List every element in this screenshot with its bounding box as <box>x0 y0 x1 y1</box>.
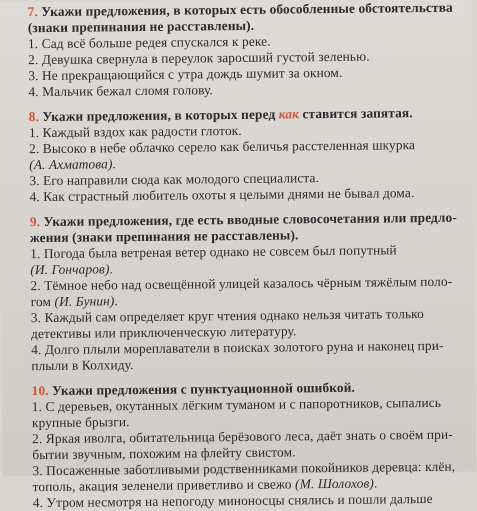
text-segment: крупные брызги. <box>31 414 130 431</box>
text-segment: (знаки препинания не расставлены). <box>27 17 255 36</box>
text-segment: Укажи предложения, где есть вводные словосочетания или предло- <box>43 209 457 230</box>
exercise-number: 10. <box>31 382 49 399</box>
text-segment: 3. Не прекращающийся с утра дождь шумит за окном. <box>28 64 343 84</box>
text-segment: . <box>373 475 378 491</box>
text-segment: 3. Посаженные заботливыми родственниками покойников деревца: клён, <box>32 458 456 479</box>
text-segment: Укажи предложения с пунктуационной ошибкой. <box>52 379 356 398</box>
text-segment: 2. Девушка свернула в переулок заросший густой зеленью. <box>28 48 370 68</box>
text-segment: Укажи предложения, в которых есть обособленные обстоятельства <box>41 0 453 20</box>
text-segment: плыли в Колхиду. <box>31 357 134 374</box>
text-segment: 3. Его направили сюда как молодого специалиста. <box>29 170 320 189</box>
text-segment: . <box>109 261 113 277</box>
text-segment: детективы или приключенческую литературу. <box>30 323 297 342</box>
exercise-8 <box>29 105 460 205</box>
text-segment: 2. Яркая иволга, обитательница берёзового леса, даёт знать о своём при- <box>32 426 453 447</box>
exercise-number: 7. <box>27 4 38 20</box>
text-segment: гом <box>30 293 55 310</box>
text-segment: 4. Утром несмотря на непогоду миноносцы снялись и пошли дальше <box>32 490 433 511</box>
text-segment: 2. Тёмное небо над освещённой улицей казалось чёрным тяжёлым поло- <box>30 273 453 294</box>
text-segment: . <box>112 156 117 172</box>
text-segment: жения (знаки препинания не расставлены). <box>29 227 299 246</box>
exercise-10 <box>32 379 463 511</box>
text-segment: 1. С деревьев, окутанных лёгким туманом и с папоротников, сыпались <box>31 394 442 415</box>
exercise-7 <box>28 0 459 100</box>
citation-author: (М. Шолохов) <box>295 475 375 492</box>
exercise-item-line <box>33 491 463 511</box>
text-segment: 3. Каждый сам определяет круг чтения однако нельзя читать только <box>30 306 424 326</box>
exercise-number: 8. <box>28 109 40 125</box>
exercise-item-line <box>29 185 459 206</box>
text-segment: 4. Долго плыли мореплаватели в поисках золотого руна и наконец при- <box>31 337 444 358</box>
citation-author: (И. Гончаров) <box>30 261 110 278</box>
text-segment: 2. Высоко в небе облачко серело как беличья расстеленная шкурка <box>28 137 416 157</box>
exercise-number: 9. <box>29 214 41 230</box>
highlighted-word: как <box>278 106 300 122</box>
text-segment: ставится запятая. <box>298 105 413 122</box>
exercise-item-line <box>31 354 461 375</box>
text-segment: . <box>114 293 118 309</box>
exercise-list <box>28 0 463 511</box>
text-segment: 4. Мальчик бежал сломя голову. <box>28 82 214 100</box>
text-segment: 1. Каждый вздох как радости глоток. <box>28 122 242 141</box>
citation-author: (И. Бунин) <box>54 293 115 309</box>
text-segment: 1. Погода была ветреная ветер однако не совсем был попутный <box>30 242 397 262</box>
text-segment: Укажи предложения, в которых перед <box>42 106 279 125</box>
exercise-item-line <box>28 80 458 101</box>
text-segment: 4. Как страстный любитель охоты я целыми днями не бывал дома. <box>29 185 415 205</box>
text-segment: 1. Сад всё больше редея спускался к реке. <box>27 33 271 52</box>
text-segment: бытии звучным, похожим на флейту свистом. <box>32 444 296 463</box>
exercise-9 <box>30 210 462 374</box>
text-segment: тополь, акация зеленели приветливо и свежо <box>32 476 296 495</box>
citation-author: (А. Ахматова) <box>29 156 113 173</box>
